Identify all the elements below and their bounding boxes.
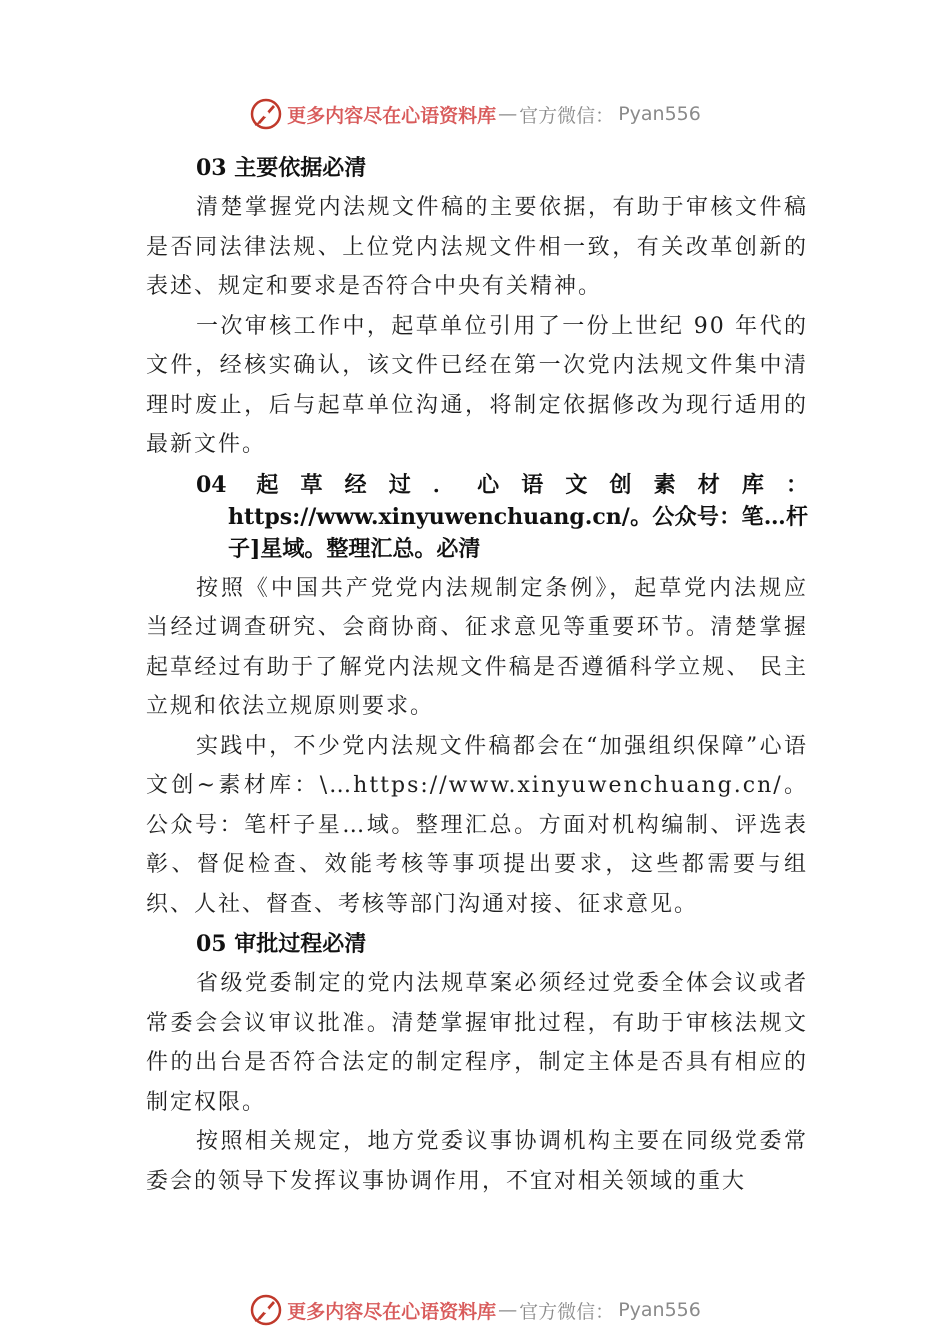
paragraph: 实践中，不少党内法规文件稿都会在“加强组织保障”心语文创~素材库：\…https://www.xinyuwenchuang.cn/。公众号：笔杆子星…域。整理汇总。方面对机构编制、评选表彰、督促检查、效能考核等事项提出要求，这些都需要与组织、人社、督查、考核等部门沟通对接、征求意见。 — [146, 733, 808, 917]
paragraph: 省级党委制定的党内法规草案必须经过党委全体会议或者常委会会议审议批准。清楚掌握审批过程，有助于审核法规文件的出台是否符合法定的制定程序，制定主体是否具有相应的制定权限。 — [146, 971, 808, 1115]
section-heading: 04 起草经过．心语文创素材库：https://www.xinyuwenchuang.cn/。公众号：笔…杆子]星域。整理汇总。必清 — [196, 471, 808, 562]
section-heading: 03 主要依据必清 — [196, 155, 367, 181]
document-content — [146, 148, 808, 1201]
banner-official-label: 官方微信： — [519, 104, 615, 127]
banner-brand-text: 更多内容尽在心语资料库 — [287, 104, 497, 127]
banner-dash: — — [498, 1299, 518, 1321]
quill-logo-icon — [249, 1293, 283, 1327]
banner-brand-text: 更多内容尽在心语资料库 — [287, 1300, 497, 1323]
banner-dash: — — [498, 103, 518, 125]
header-banner — [0, 94, 950, 134]
banner-wechat-id: Pyan556 — [618, 103, 701, 125]
paragraph: 一次审核工作中，起草单位引用了一份上世纪 90 年代的文件，经核实确认，该文件已经在第一次党内法规文件集中清理时废止，后与起草单位沟通，将制定依据修改为现行适用的最新文件。 — [146, 313, 808, 457]
footer-banner — [0, 1290, 950, 1330]
section-05 — [146, 924, 808, 1201]
banner-official-label: 官方微信： — [519, 1300, 615, 1323]
section-04 — [146, 465, 808, 925]
paragraph: 按照相关规定，地方党委议事协调机构主要在同级党委常委会的领导下发挥议事协调作用，不宜对相关领域的重大 — [146, 1129, 808, 1194]
section-heading: 05 审批过程必清 — [196, 931, 367, 957]
section-03 — [146, 148, 808, 465]
banner-wechat-id: Pyan556 — [618, 1299, 701, 1321]
paragraph: 清楚掌握党内法规文件稿的主要依据，有助于审核文件稿是否同法律法规、上位党内法规文件相一致，有关改革创新的表述、规定和要求是否符合中央有关精神。 — [146, 195, 808, 299]
quill-logo-icon — [249, 97, 283, 131]
paragraph: 按照《中国共产党党内法规制定条例》，起草党内法规应当经过调查研究、会商协商、征求意见等重要环节。清楚掌握起草经过有助于了解党内法规文件稿是否遵循科学立规、 民主立规和依法立规原则要求。 — [146, 575, 808, 719]
